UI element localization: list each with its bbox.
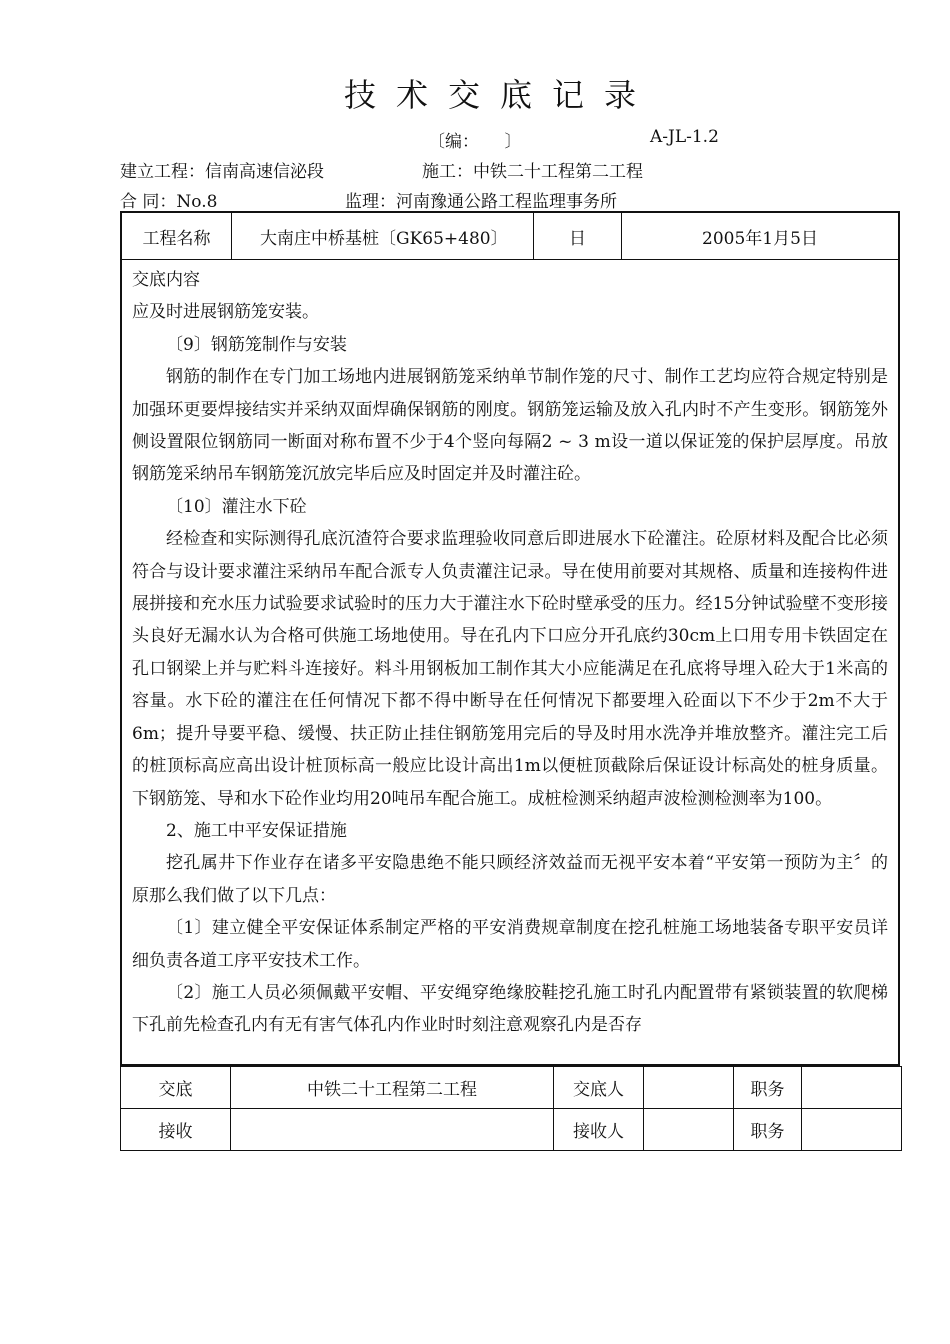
project-line: 建立工程：信南高速信泌段 bbox=[120, 162, 324, 182]
header-row bbox=[122, 213, 898, 260]
content-paragraph: 钢筋的制作在专门加工场地内进展钢筋笼采纳单节制作笼的尺寸、制作工艺均应符合规定特别是加强环更要焊接结实并采纳双面焊确保钢筋的刚度。钢筋笼运输及放入孔内时不产生变形。钢筋笼外侧设置限位钢筋同一断面对称布置不少于4个竖向每隔2 ~ 3 m设一道以保证笼的保护层厚度。吊放钢筋笼采纳吊车钢筋笼沉放完毕后应及时固定并及时灌注砼。 bbox=[132, 367, 888, 485]
handover-org: 中铁二十工程第二工程 bbox=[231, 1067, 554, 1109]
receive-person bbox=[644, 1109, 734, 1151]
form-code: A-JL-1.2 bbox=[650, 127, 719, 147]
handover-person bbox=[644, 1067, 734, 1109]
content-paragraph: 〔9〕钢筋笼制作与安装 bbox=[166, 334, 347, 355]
edit-label: 〔编： 〕 bbox=[428, 132, 522, 152]
receive-label: 接收 bbox=[121, 1109, 231, 1151]
project-name-value: 大南庄中桥基桩〔GK65+480〕 bbox=[232, 213, 534, 259]
handover-person-label: 交底人 bbox=[554, 1067, 644, 1109]
content-paragraph: 2、施工中平安保证措施 bbox=[166, 820, 347, 841]
date-label: 日 bbox=[534, 213, 622, 259]
receive-org bbox=[231, 1109, 554, 1151]
content-paragraph: 经检查和实际测得孔底沉渣符合要求监理验收同意后即进展水下砼灌注。砼原材料及配合比必须符合与设计要求灌注采纳吊车配合派专人负责灌注记录。导在使用前要对其规格、质量和连接构件进展拼接和充水压力试验要求试验时的压力大于灌注水下砼时壁承受的压力。经15分钟试验壁不变形接头良好无漏水认为合格可供施工场地使用。导在孔内下口应分开孔底约30cm上口用专用卡铁固定在孔口钢梁上并与贮料斗连接好。料斗用钢板加工制作其大小应能满足在孔底将导埋入砼大于1米高的容量。水下砼的灌注在任何情况下都不得中断导在任何情况下都要埋入砼面以下不少于2m不大于6m；提升导要平稳、缓慢、扶正防止挂住钢筋笼用完后的导及时用水洗净并堆放整齐。灌注完工后的桩顶标高应高出设计桩顶标高一般应比设计高出1m以便桩顶截除后保证设计标高处的桩身质量。下钢筋笼、导和水下砼作业均用20吨吊车配合施工。成桩检测采纳超声波检测检测率为100。 bbox=[132, 529, 888, 809]
document-title: 技术交底记录 bbox=[343, 76, 656, 114]
table-row bbox=[121, 1067, 902, 1109]
disclosure-content bbox=[122, 260, 898, 1064]
contract-line: 合 同：No.8 bbox=[120, 192, 218, 212]
handover-position bbox=[802, 1067, 902, 1109]
receive-position bbox=[802, 1109, 902, 1151]
content-paragraph: 〔10〕灌注水下砼 bbox=[166, 496, 307, 517]
project-name-label: 工程名称 bbox=[122, 213, 232, 259]
content-paragraph: 应及时进展钢筋笼安装。 bbox=[132, 302, 319, 323]
constructor-line: 施工：中铁二十工程第二工程 bbox=[422, 162, 643, 182]
content-paragraph: 〔2〕施工人员必须佩戴平安帽、平安绳穿绝缘胶鞋挖孔施工时孔内配置带有紧锁装置的软爬梯下孔前先检查孔内有无有害气体孔内作业时时刻注意观察孔内是否存 bbox=[132, 982, 888, 1036]
receive-position-label: 职务 bbox=[734, 1109, 802, 1151]
signature-table bbox=[120, 1066, 902, 1151]
content-paragraph: 挖孔属井下作业存在诸多平安隐患绝不能只顾经济效益而无视平安本着“平安第一预防为主〞的原那么我们做了以下几点： bbox=[132, 853, 888, 906]
content-heading: 交底内容 bbox=[132, 270, 200, 290]
handover-position-label: 职务 bbox=[734, 1067, 802, 1109]
supervisor-line: 监理：河南豫通公路工程监理事务所 bbox=[345, 192, 617, 212]
handover-label: 交底 bbox=[121, 1067, 231, 1109]
table-row bbox=[121, 1109, 902, 1151]
content-paragraph: 〔1〕建立健全平安保证体系制定严格的平安消费规章制度在挖孔桩施工场地装备专职平安员详细负责各道工序平安技术工作。 bbox=[132, 918, 888, 971]
date-value: 2005年1月5日 bbox=[702, 228, 818, 249]
receive-person-label: 接收人 bbox=[554, 1109, 644, 1151]
disclosure-table bbox=[120, 211, 900, 1066]
